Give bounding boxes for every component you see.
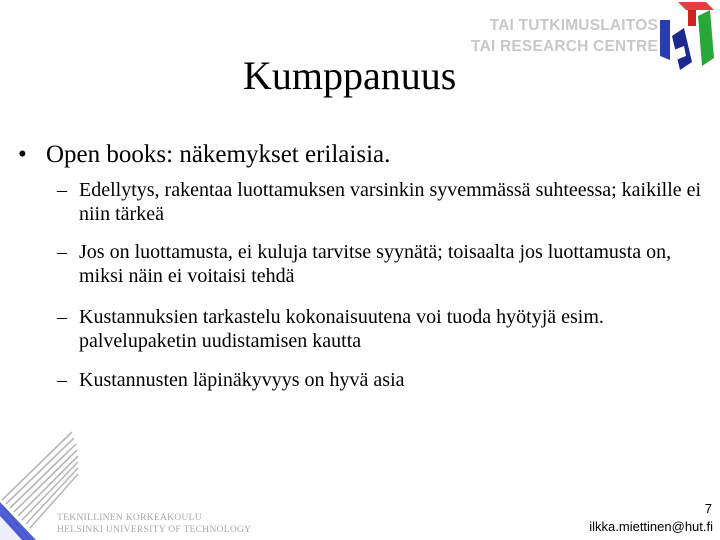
page-number: 7 xyxy=(704,501,712,516)
slide-title: Kumppanuus xyxy=(243,53,457,98)
org-name-finnish: TAI TUTKIMUSLAITOS xyxy=(489,17,658,34)
sub-bullet-dash: – xyxy=(57,179,67,201)
sub-bullet-text: Jos on luottamusta, ei kuluja tarvitse syynätä; toisaalta jos luottamusta on, miksi näin ei voitaisi tehdä xyxy=(79,241,672,287)
university-name-finnish: TEKNILLINEN KORKEAKOULU xyxy=(57,513,202,523)
sub-bullet-dash: – xyxy=(57,241,67,263)
logo-blue-left xyxy=(660,20,670,60)
author-email: ilkka.miettinen@hut.fi xyxy=(589,519,713,534)
university-name xyxy=(57,512,251,536)
logo-green-i xyxy=(698,10,714,66)
logo-red-top xyxy=(678,2,714,10)
university-name-english: HELSINKI UNIVERSITY OF TECHNOLOGY xyxy=(57,525,252,535)
main-bullet-text: Open books: näkemykset erilaisia. xyxy=(46,141,391,168)
org-name-english: TAI RESEARCH CENTRE xyxy=(471,38,658,55)
sub-bullet-text: Kustannuksien tarkastelu kokonaisuutena voi tuoda hyötyjä esim. palvelupaketin uudistamisen kautta xyxy=(79,306,604,352)
tai-logo xyxy=(660,0,720,72)
sub-bullet-dash: – xyxy=(57,306,67,328)
logo-red-stem xyxy=(688,10,696,26)
main-bullet xyxy=(18,140,390,170)
bullet-dot: • xyxy=(18,141,27,168)
sub-bullet-dash: – xyxy=(57,369,67,391)
sub-bullet-text: Kustannusten läpinäkyvyys on hyvä asia xyxy=(79,369,405,391)
sub-bullet-text: Edellytys, rakentaa luottamuksen varsinkin syvemmässä suhteessa; kaikille ei niin tärkeä xyxy=(79,179,702,225)
